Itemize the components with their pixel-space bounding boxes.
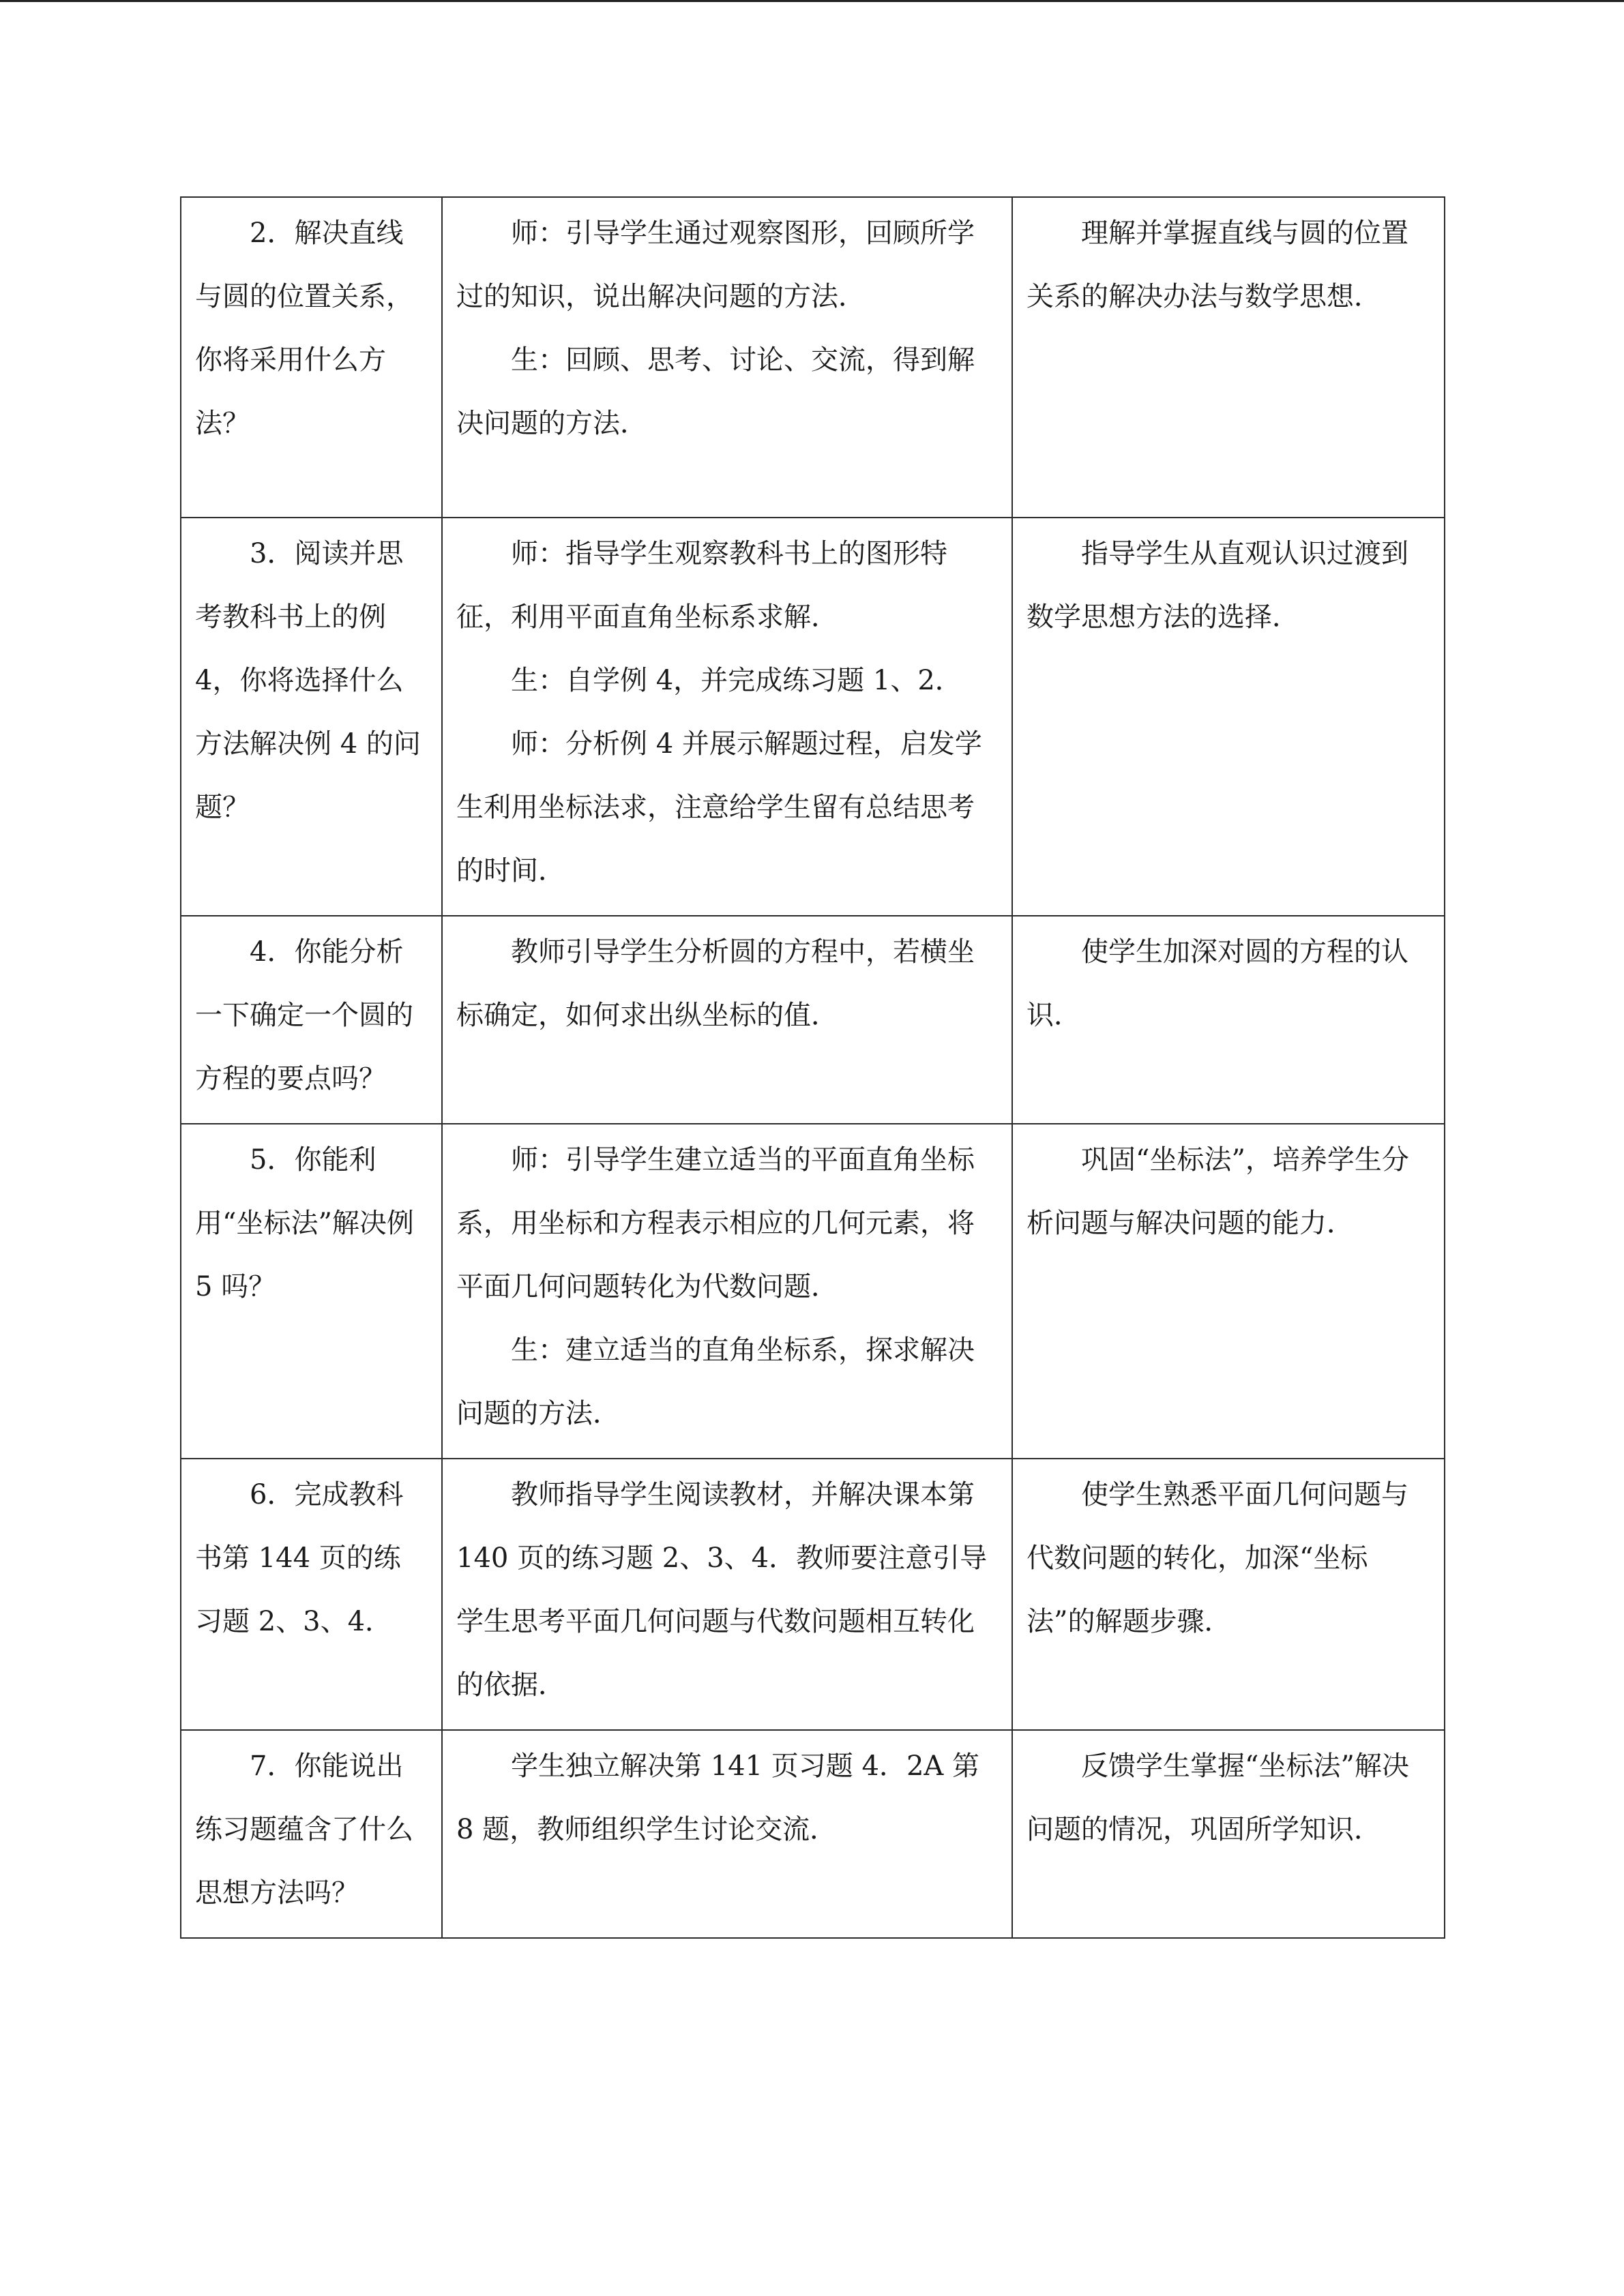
activity-paragraph: 教师引导学生分析圆的方程中，若横坐标确定，如何求出纵坐标的值． [456,936,975,1031]
question-cell [181,1730,442,1938]
activity-paragraph: 师：引导学生通过观察图形，回顾所学过的知识，说出解决问题的方法． [456,218,975,312]
activity-paragraph: 教师指导学生阅读教材，并解决课本第 140 页的练习题 2、3、4．教师要注意引导学生思考平面几何问题与代数问题相互转化的依据． [456,1479,988,1701]
question-text: 6．完成教科书第 144 页的练习题 2、3、4． [195,1479,404,1637]
table-row [181,1124,1445,1459]
activity-cell [442,1730,1012,1938]
activity-cell [442,197,1012,518]
question-cell [181,916,442,1124]
question-cell [181,1124,442,1459]
table-row [181,916,1445,1124]
intent-cell [1012,916,1445,1124]
activity-paragraph: 生：建立适当的直角坐标系，探求解决问题的方法． [456,1335,975,1429]
intent-cell [1012,1124,1445,1459]
activity-paragraph: 师：分析例 4 并展示解题过程，启发学生利用坐标法求，注意给学生留有总结思考的时间． [456,728,982,886]
intent-cell [1012,1730,1445,1938]
table-row [181,518,1445,916]
question-text: 4．你能分析一下确定一个圆的方程的要点吗？ [195,936,413,1094]
activity-paragraph: 师：引导学生建立适当的平面直角坐标系，用坐标和方程表示相应的几何元素，将平面几何问题转化为代数问题． [456,1144,975,1302]
intent-text: 反馈学生掌握“坐标法”解决问题的情况，巩固所学知识． [1027,1750,1409,1845]
table-row [181,1730,1445,1938]
question-text: 2．解决直线与圆的位置关系，你将采用什么方法？ [195,218,413,439]
activity-paragraph: 生：自学例 4，并完成练习题 1、2． [511,665,962,696]
activity-cell [442,916,1012,1124]
intent-cell [1012,1459,1445,1730]
activity-paragraph: 师：指导学生观察教科书上的图形特征，利用平面直角坐标系求解． [456,538,947,633]
intent-cell [1012,518,1445,916]
activity-paragraph: 学生独立解决第 141 页习题 4．2A 第 8 题，教师组织学生讨论交流． [456,1750,979,1845]
question-cell [181,518,442,916]
table-row [181,1459,1445,1730]
lesson-plan-table [180,196,1445,1939]
intent-text: 使学生熟悉平面几何问题与代数问题的转化，加深“坐标法”的解题步骤． [1027,1479,1408,1637]
intent-text: 理解并掌握直线与圆的位置关系的解决办法与数学思想． [1027,218,1408,312]
question-cell [181,197,442,518]
question-text: 3．阅读并思考教科书上的例4，你将选择什么方法解决例 4 的问题？ [195,538,421,823]
intent-text: 使学生加深对圆的方程的认识． [1027,936,1408,1031]
page-top-border [0,0,1624,2]
activity-cell [442,518,1012,916]
table-row [181,197,1445,518]
activity-cell [442,1459,1012,1730]
intent-cell [1012,197,1445,518]
activity-paragraph: 生：回顾、思考、讨论、交流，得到解决问题的方法． [456,344,975,439]
question-text: 5．你能利用“坐标法”解决例5 吗？ [195,1144,414,1302]
question-text: 7．你能说出练习题蕴含了什么思想方法吗？ [195,1750,413,1909]
intent-text: 指导学生从直观认识过渡到数学思想方法的选择． [1027,538,1408,633]
activity-cell [442,1124,1012,1459]
question-cell [181,1459,442,1730]
intent-text: 巩固“坐标法”，培养学生分析问题与解决问题的能力． [1027,1144,1409,1239]
